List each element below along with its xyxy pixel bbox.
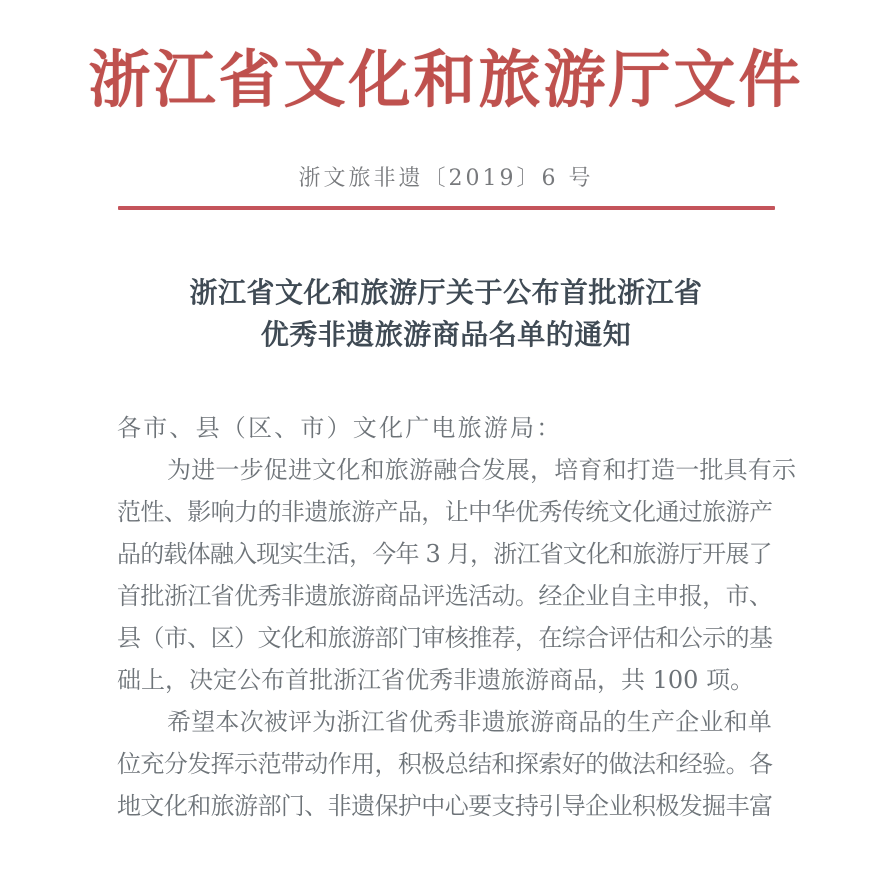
paragraph-1-line-5: 县（市、区）文化和旅游部门审核推荐，在综合评估和公示的基: [117, 624, 773, 652]
paragraph-1-line-1: 为进一步促进文化和旅游融合发展，培育和打造一批具有示: [167, 456, 797, 484]
body-paragraph-2: [117, 701, 779, 827]
paragraph-1-line-6: 础上，决定公布首批浙江省优秀非遗旅游商品，共 100 项。: [117, 666, 755, 694]
masthead: [0, 43, 892, 116]
document-number-row: [0, 161, 892, 192]
paragraph-2-line-2: 位充分发挥示范带动作用，积极总结和探索好的做法和经验。各: [117, 750, 773, 778]
page-title-line-2: 优秀非遗旅游商品名单的通知: [260, 318, 632, 351]
body-paragraph-1: [117, 449, 797, 701]
document-number: 浙文旅非遗〔2019〕6 号: [298, 166, 594, 191]
paragraph-2-line-3: 地文化和旅游部门、非遗保护中心要支持引导企业积极发掘丰富: [117, 792, 773, 820]
paragraph-1-line-2: 范性、影响力的非遗旅游产品，让中华优秀传统文化通过旅游产: [117, 498, 773, 526]
salutation-line: 各市、县（区、市）文化广电旅游局：: [117, 414, 563, 442]
paragraph-2-line-1: 希望本次被评为浙江省优秀非遗旅游商品的生产企业和单: [167, 708, 772, 736]
paragraph-1-line-3: 品的载体融入现实生活，今年 3 月，浙江省文化和旅游厅开展了: [117, 540, 772, 568]
red-separator-rule: [118, 206, 775, 210]
document-body: [117, 407, 797, 827]
page-title: [120, 272, 772, 356]
paragraph-1-line-4: 首批浙江省优秀非遗旅游商品评选活动。经企业自主申报，市、: [117, 582, 773, 610]
masthead-agency-title: 浙江省文化和旅游厅文件: [88, 43, 804, 116]
page-title-line-1: 浙江省文化和旅游厅关于公布首批浙江省: [189, 276, 703, 309]
